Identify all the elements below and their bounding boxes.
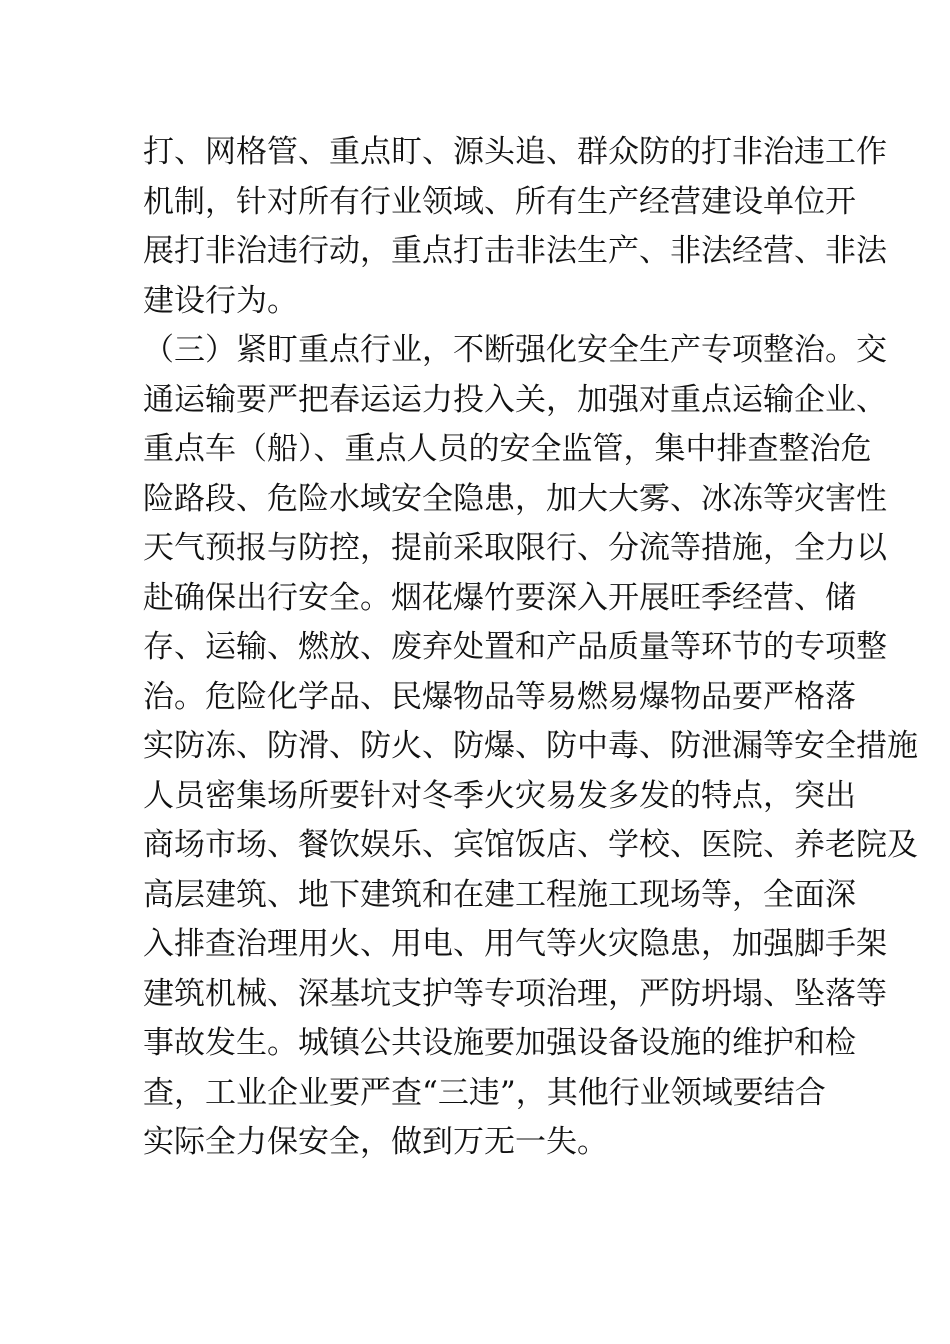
text-line: 商场市场、餐饮娱乐、宾馆饭店、学校、医院、养老院及: [143, 827, 918, 863]
text-line: 重点车（船）、重点人员的安全监管，集中排查整治危: [143, 431, 872, 467]
body-text: [143, 128, 918, 1168]
text-line: 人员密集场所要针对冬季火灾易发多发的特点，突出: [143, 777, 856, 814]
text-line: 入排查治理用火、用电、用气等火灾隐患，加强脚手架: [143, 926, 887, 962]
text-line: 险路段、危险水域安全隐患，加大大雾、冰冻等灾害性: [143, 480, 887, 517]
text-line: 机制，针对所有行业领域、所有生产经营建设单位开: [143, 183, 856, 220]
text-line: 存、运输、燃放、废弃处置和产品质量等环节的专项整: [143, 629, 887, 665]
text-line: 事故发生。城镇公共设施要加强设备设施的维护和检: [143, 1025, 856, 1061]
text-line: 打、网格管、重点盯、源头追、群众防的打非治违工作: [143, 134, 887, 170]
text-line: 建筑机械、深基坑支护等专项治理，严防坍塌、坠落等: [143, 975, 887, 1012]
text-line: 高层建筑、地下建筑和在建工程施工现场等，全面深: [143, 876, 856, 913]
text-line: 查，工业企业要严查“三违”，其他行业领域要结合: [143, 1074, 826, 1111]
text-line: 通运输要严把春运运力投入关，加强对重点运输企业、: [143, 381, 887, 418]
text-line: 展打非治违行动，重点打击非法生产、非法经营、非法: [143, 233, 887, 269]
text-line: 赴确保出行安全。烟花爆竹要深入开展旺季经营、储: [143, 579, 856, 616]
text-line: 治。危险化学品、民爆物品等易燃易爆物品要严格落: [143, 678, 856, 715]
text-line: 实际全力保安全，做到万无一失。: [143, 1124, 608, 1160]
text-line: 建设行为。: [143, 282, 298, 319]
text-line: 天气预报与防控，提前采取限行、分流等措施，全力以: [143, 530, 887, 566]
text-line: 实防冻、防滑、防火、防爆、防中毒、防泄漏等安全措施: [143, 728, 918, 764]
section-heading-line: （三）紧盯重点行业，不断强化安全生产专项整治。交: [143, 332, 887, 368]
